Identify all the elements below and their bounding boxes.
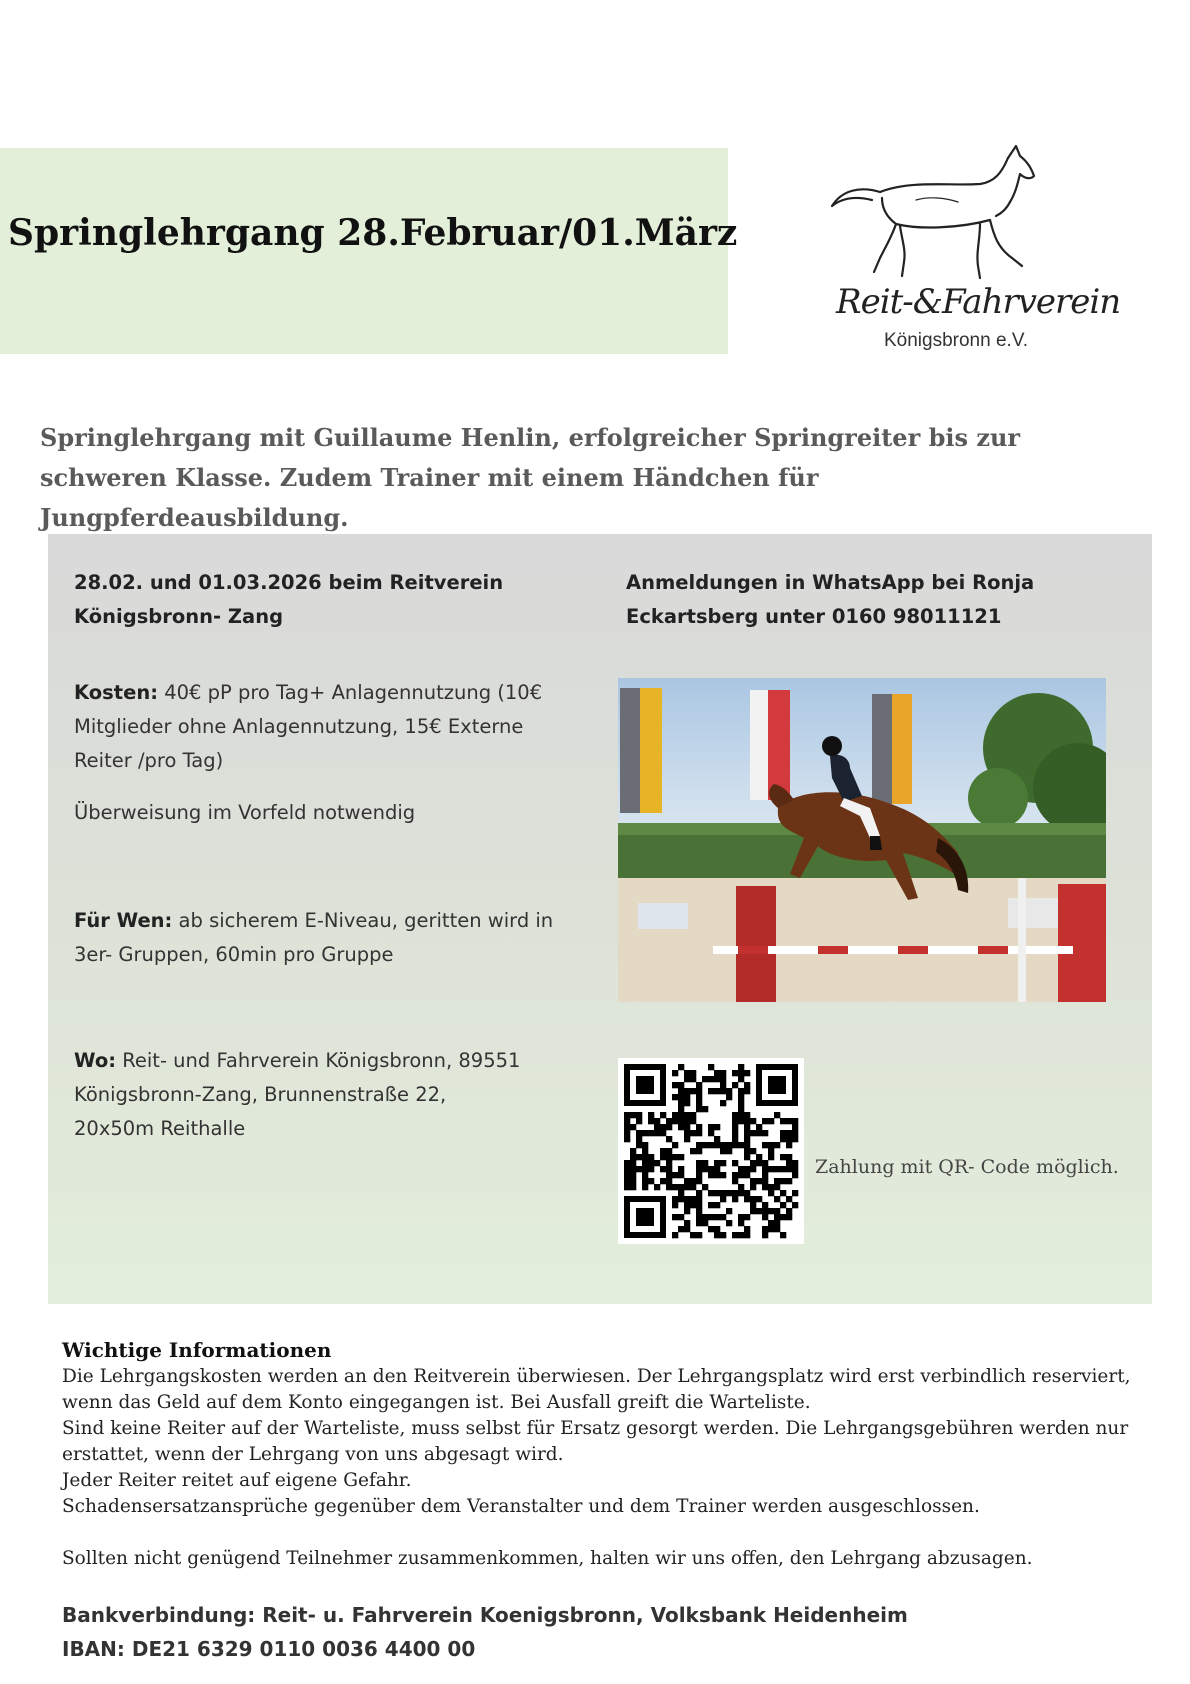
important-line: Die Lehrgangskosten werden an den Reitverein überwiesen. Der Lehrgangsplatz wird erst verbindlich reserviert, xyxy=(62,1366,1131,1387)
important-line: Jeder Reiter reitet auf eigene Gefahr. xyxy=(62,1470,412,1491)
bank-details xyxy=(62,1598,1142,1666)
horse-icon xyxy=(820,140,1080,290)
location-line3: 20x50m Reithalle xyxy=(74,1117,246,1140)
important-line: Sind keine Reiter auf der Warteliste, muss selbst für Ersatz gesorgt werden. Die Lehrgangsgebühren werden nur xyxy=(62,1418,1129,1439)
costs-block xyxy=(74,676,574,778)
registration-line2: Eckartsberg unter 0160 98011121 xyxy=(626,605,1002,628)
important-info-body xyxy=(62,1364,1132,1572)
audience-text: ab sicherem E-Niveau, geritten wird in 3er- Gruppen, 60min pro Gruppe xyxy=(74,909,554,966)
event-date-line1: 28.02. und 01.03.2026 beim Reitverein xyxy=(74,571,504,594)
audience-label: Für Wen: xyxy=(74,909,173,932)
costs-label: Kosten: xyxy=(74,681,158,704)
location-block xyxy=(74,1044,594,1146)
qr-caption: Zahlung mit QR- Code möglich. xyxy=(815,1156,1119,1178)
intro-text: Springlehrgang mit Guillaume Henlin, erfolgreicher Springreiter bis zur schweren Klasse. Zudem Trainer mit einem Händchen für Jungpferdeausbildung. xyxy=(40,423,1021,532)
registration-info xyxy=(626,566,1126,634)
logo-script-text: Reit-&Fahrverein xyxy=(836,282,1121,322)
iban-line: IBAN: DE21 6329 0110 0036 4400 00 xyxy=(62,1637,476,1661)
logo-subtitle: Königsbronn e.V. xyxy=(884,330,1029,351)
important-line: Sollten nicht genügend Teilnehmer zusammenkommen, halten wir uns offen, den Lehrgang abzusagen. xyxy=(62,1548,1033,1569)
important-line: Schadensersatzansprüche gegenüber dem Veranstalter und dem Trainer werden ausgeschlossen. xyxy=(62,1496,980,1517)
important-line: wenn das Geld auf dem Konto eingegangen ist. Bei Ausfall greift die Warteliste. xyxy=(62,1392,811,1413)
event-date xyxy=(74,566,594,634)
costs-text: 40€ pP pro Tag+ Anlagennutzung (10€ Mitglieder ohne Anlagennutzung, 15€ Externe Reiter /pro Tag) xyxy=(74,681,543,772)
transfer-note: Überweisung im Vorfeld notwendig xyxy=(74,801,416,824)
location-line1: Reit- und Fahrverein Königsbronn, 89551 xyxy=(116,1049,521,1072)
page-title: Springlehrgang 28.Februar/01.März xyxy=(8,212,738,254)
location-label: Wo: xyxy=(74,1049,117,1072)
important-line: erstattet, wenn der Lehrgang von uns abgesagt wird. xyxy=(62,1444,564,1465)
audience-block xyxy=(74,904,594,972)
club-logo xyxy=(820,140,1121,360)
show-jumping-photo xyxy=(618,678,1106,1002)
important-info-title: Wichtige Informationen xyxy=(62,1338,332,1362)
bank-line: Bankverbindung: Reit- u. Fahrverein Koenigsbronn, Volksbank Heidenheim xyxy=(62,1603,908,1627)
location-line2: Königsbronn-Zang, Brunnenstraße 22, xyxy=(74,1083,447,1106)
payment-qr-code[interactable] xyxy=(618,1058,804,1244)
registration-line1: Anmeldungen in WhatsApp bei Ronja xyxy=(626,571,1035,594)
event-date-line2: Königsbronn- Zang xyxy=(74,605,284,628)
